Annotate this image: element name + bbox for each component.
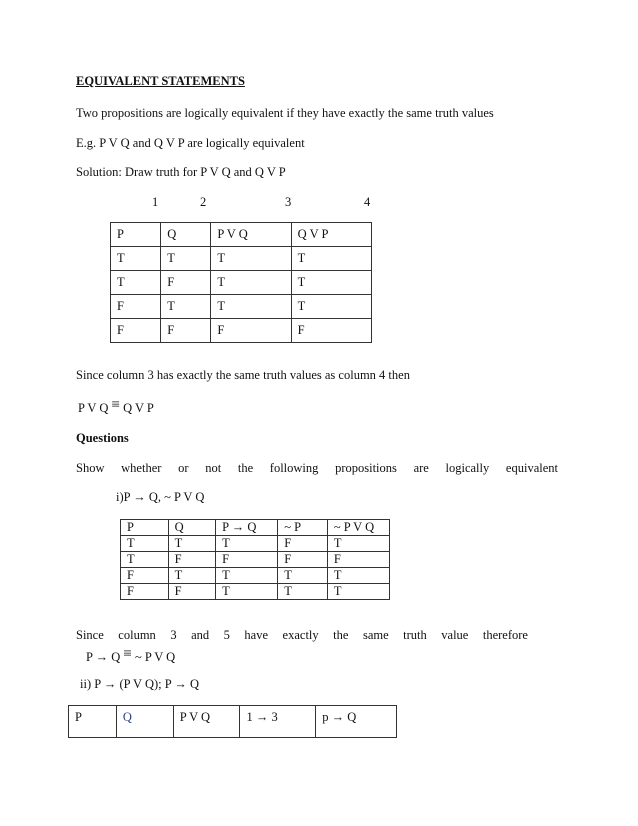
table-cell: T — [327, 536, 389, 552]
table-cell: T — [327, 568, 389, 584]
equivalence-statement-1 — [78, 397, 154, 417]
equiv-left: P V Q — [78, 401, 109, 415]
table-header-cell: P — [69, 706, 117, 738]
table-cell: T — [278, 568, 328, 584]
word: exactly — [282, 628, 319, 642]
table-cell: T — [111, 247, 161, 271]
example-text: E.g. P V Q and Q V P are logically equivalent — [76, 136, 305, 150]
table-cell: F — [278, 536, 328, 552]
word: Since — [76, 628, 104, 642]
word: are — [413, 461, 429, 475]
table-cell: T — [278, 584, 328, 600]
conclusion-text: Since column 3 has exactly the same truth values as column 4 then — [76, 368, 410, 382]
table-cell: T — [216, 568, 278, 584]
since-statement — [76, 628, 528, 643]
table-header-cell: P → Q — [216, 520, 278, 536]
table-cell: T — [211, 295, 291, 319]
equiv-right: ~ P V Q — [134, 650, 176, 664]
table-cell: T — [121, 552, 169, 568]
table-header-cell: P — [111, 223, 161, 247]
truth-table-1 — [110, 222, 372, 343]
table-cell: F — [278, 552, 328, 568]
table-cell: F — [168, 584, 216, 600]
table-header-cell: Q — [168, 520, 216, 536]
table-cell: F — [121, 568, 169, 584]
table-cell: F — [216, 552, 278, 568]
table-header-cell: Q — [161, 223, 211, 247]
table-cell: T — [211, 247, 291, 271]
solution-text: Solution: Draw truth for P V Q and Q V P — [76, 165, 286, 179]
table-row — [121, 568, 390, 584]
column-number-4: 4 — [364, 195, 371, 209]
table-row — [111, 271, 372, 295]
questions-heading: Questions — [76, 431, 129, 445]
table-cell: T — [168, 536, 216, 552]
table-cell: F — [121, 584, 169, 600]
table-row — [121, 584, 390, 600]
word: equivalent — [505, 461, 558, 475]
table-cell: F — [161, 319, 211, 343]
equiv-left: P → Q — [86, 650, 121, 664]
word: truth — [403, 628, 427, 642]
word: whether — [121, 461, 162, 475]
table-header-row — [69, 706, 397, 738]
table-cell: F — [161, 271, 211, 295]
truth-table-2 — [120, 519, 390, 600]
table-cell: F — [211, 319, 291, 343]
table-cell: T — [161, 295, 211, 319]
word: propositions — [335, 461, 397, 475]
word: logically — [445, 461, 490, 475]
truth-table-3 — [68, 705, 397, 738]
column-number-1: 1 — [152, 195, 159, 209]
word: therefore — [482, 628, 528, 642]
definition-text: Two propositions are logically equivalent if they have exactly the same truth values — [76, 106, 494, 120]
equivalence-symbol: ≡ — [123, 646, 132, 662]
table-header-cell: ~ P V Q — [327, 520, 389, 536]
word: not — [205, 461, 222, 475]
word: following — [269, 461, 319, 475]
table-header-cell: P V Q — [173, 706, 240, 738]
table-header-cell: Q — [116, 706, 173, 738]
section-heading: EQUIVALENT STATEMENTS — [76, 74, 245, 88]
word: the — [237, 461, 254, 475]
equiv-right: Q V P — [123, 401, 154, 415]
table-header-cell: Q V P — [291, 223, 371, 247]
word: and — [191, 628, 210, 642]
table-cell: F — [168, 552, 216, 568]
table-cell: F — [111, 295, 161, 319]
table-cell: T — [168, 568, 216, 584]
table-cell: F — [327, 552, 389, 568]
column-number-3: 3 — [285, 195, 292, 209]
question-1-label: i)P → Q, ~ P V Q — [116, 490, 205, 504]
table-header-cell: 1 → 3 — [240, 706, 316, 738]
table-header-row — [111, 223, 372, 247]
show-instruction — [76, 461, 558, 476]
equivalence-statement-2 — [86, 646, 176, 666]
word: 3 — [170, 628, 177, 642]
table-header-cell: p → Q — [316, 706, 397, 738]
word: have — [244, 628, 269, 642]
table-cell: T — [327, 584, 389, 600]
word: or — [178, 461, 189, 475]
table-cell: T — [291, 247, 371, 271]
table-header-cell: ~ P — [278, 520, 328, 536]
table-row — [121, 552, 390, 568]
table-cell: T — [111, 271, 161, 295]
table-header-cell: P V Q — [211, 223, 291, 247]
word: Show — [76, 461, 105, 475]
table-header-row — [121, 520, 390, 536]
word: column — [118, 628, 156, 642]
table-cell: T — [216, 536, 278, 552]
word: value — [441, 628, 469, 642]
table-header-cell: P — [121, 520, 169, 536]
table-row — [111, 319, 372, 343]
table-cell: T — [291, 295, 371, 319]
word: same — [362, 628, 389, 642]
word: 5 — [223, 628, 230, 642]
table-cell: T — [291, 271, 371, 295]
table-row — [121, 536, 390, 552]
table-cell: F — [111, 319, 161, 343]
equivalence-symbol: ≡ — [111, 397, 120, 413]
column-number-2: 2 — [200, 195, 207, 209]
table-row — [111, 295, 372, 319]
table-cell: F — [291, 319, 371, 343]
word: the — [333, 628, 349, 642]
table-cell: T — [211, 271, 291, 295]
table-cell: T — [216, 584, 278, 600]
table-row — [111, 247, 372, 271]
table-cell: T — [121, 536, 169, 552]
question-2-label: ii) P → (P V Q); P → Q — [80, 677, 200, 691]
table-cell: T — [161, 247, 211, 271]
